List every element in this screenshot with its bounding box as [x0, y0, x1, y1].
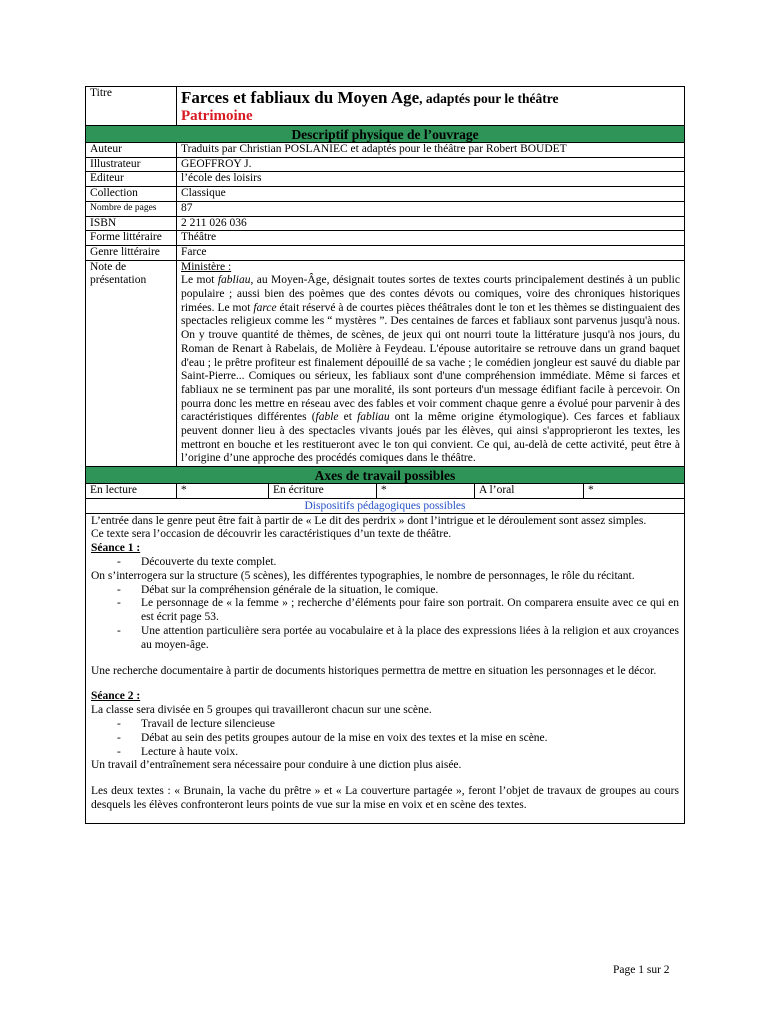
note-row — [86, 261, 684, 468]
field-value: l’école des loisirs — [181, 172, 262, 185]
field-value: 2 211 026 036 — [181, 216, 247, 229]
dispositifs-body — [86, 514, 684, 823]
axis-label-oral: A l’oral — [475, 484, 584, 498]
list-item: - Découverte du texte complet. — [117, 556, 277, 569]
intro-text: L’entrée dans le genre peut être fait à partir de « Le dit des perdrix » dont l’intrigue et le déroulement sont assez simples. — [91, 514, 647, 527]
field-label: Auteur — [86, 143, 177, 157]
seance-2-text: La classe sera divisée en 5 groupes qui travailleront chacun sur une scène. — [91, 704, 432, 717]
note-heading: Ministère : — [181, 260, 232, 273]
field-row-forme — [86, 231, 684, 246]
seance-2-text-2: Un travail d’entraînement sera nécessaire pour conduire à une diction plus aisée. — [91, 759, 462, 772]
dispositifs-heading: Dispositifs pédagogiques possibles — [86, 499, 684, 514]
list-item: - Travail de lecture silencieuse — [117, 718, 276, 731]
field-value: Classique — [181, 187, 226, 200]
field-row-editeur — [86, 172, 684, 187]
axis-mark-ecriture: * — [377, 484, 475, 498]
list-item: - Le personnage de « la femme » ; recherche d’éléments pour faire son portrait. On comparera ensuite avec ce qui en est écrit page 53. — [117, 597, 679, 624]
list-item: - Débat au sein des petits groupes autour de la mise en voix des textes et la mise en scène. — [117, 731, 548, 744]
list-item: - Lecture à haute voix. — [117, 745, 239, 758]
field-value: Théâtre — [181, 231, 217, 244]
book-sheet — [85, 86, 685, 824]
field-row-auteur — [86, 143, 684, 158]
field-row-illustrateur — [86, 158, 684, 173]
axis-label-lecture: En lecture — [86, 484, 177, 498]
seance-2-title: Séance 2 : — [91, 690, 141, 703]
title-row — [86, 87, 684, 126]
field-label: Illustrateur — [86, 158, 177, 172]
page-number: Page 1 sur 2 — [613, 964, 670, 976]
section-axes-heading: Axes de travail possibles — [86, 467, 684, 484]
field-label: Editeur — [86, 172, 177, 186]
intro-text-2: Ce texte sera l’occasion de découvrir les caractéristiques d’un texte de théâtre. — [91, 528, 452, 541]
axes-row — [86, 484, 684, 499]
book-title: Farces et fabliaux du Moyen Age — [181, 88, 420, 107]
note-value — [177, 261, 684, 467]
list-item: - Débat sur la compréhension générale de la situation, le comique. — [117, 583, 439, 596]
field-label: Nombre de pages — [86, 202, 177, 216]
field-row-pages — [86, 202, 684, 217]
seance-1-text: On s’interrogera sur la structure (5 scènes), les différentes typographies, le nombre de personnages, le rôle du récitant. — [91, 569, 635, 582]
section-descriptif-heading: Descriptif physique de l’ouvrage — [86, 126, 684, 143]
field-value: 87 — [181, 201, 193, 214]
seance-1-title: Séance 1 : — [91, 542, 141, 555]
final-text: Les deux textes : « Brunain, la vache du prêtre » et « La couverture partagée », feront l’objet de travaux de groupes au cours desquels les élèves confronteront leurs points de vue sur la mise en voix et en scène des textes. — [91, 785, 679, 812]
recherche-text: Une recherche documentaire à partir de documents historiques permettra de mettre en situation les personnages et le décor. — [91, 664, 657, 677]
book-category: Patrimoine — [181, 108, 253, 124]
field-label: Forme littéraire — [86, 231, 177, 245]
field-row-collection — [86, 187, 684, 202]
book-subtitle: , adaptés pour le théâtre — [419, 91, 559, 106]
axis-label-ecriture: En écriture — [269, 484, 377, 498]
list-item: - Une attention particulière sera portée au vocabulaire et à la place des expressions liées à la religion et aux croyances au moyen-âge. — [117, 625, 679, 651]
title-label: Titre — [86, 87, 177, 125]
field-label: Genre littéraire — [86, 246, 177, 260]
note-text: Le mot fabliau, au Moyen-Âge, désignait toutes sortes de textes courts principalement destinés à un public populaire ; aussi bien des poèmes que des contes dévots ou comiques, voire des chroniques historiques rimées. Le mot farce était réservé à de courtes pièces théâtrales dont le ton et les thèmes se distinguaient des spectacles religieux comme les “ mystères ”. Des centaines de farces et fabliaux sont parvenus jusqu'à nous. On y trouve quantité de thèmes, de scènes, de jeux qui ont nourri toute la littérature jusqu'à nos jours, du Roman de Renart à Rabelais, de Molière à Feydeau. L'épouse autoritaire se retrouve dans un grand baquet d'eau ; le prêtre profiteur est finalement dépouillé de sa vache ; le comédien jongleur est sauvé du diable par Saint-Pierre... Comiques ou sérieux, les fabliaux sont d'une compréhension immédiate. Même si farces et fabliaux ne se terminent pas par une moralité, ils sont porteurs d'un message édifiant facile à percevoir. On pourra donc les mettre en réseau avec des fables et voir comment chaque genre a évolué pour parvenir à des caractéristiques différentes (fable et fabliau ont la même origine étymologique). Ces farces et fabliaux peuvent donner lieu à des spectacles vivants joués par les élèves, qui ainsi s'approprieront les textes, les mettront en bouche et les restitueront avec le ton qui convient. Ce qui, au-delà de cette activité, peut être à l’origine d’une approche des procédés comiques dans le théâtre. — [181, 274, 680, 465]
field-value: GEOFFROY J. — [181, 157, 252, 170]
axis-mark-lecture: * — [177, 484, 269, 498]
title-value — [177, 87, 684, 125]
field-label: Collection — [86, 187, 177, 201]
note-label: Note de présentation — [86, 261, 177, 467]
axis-mark-oral: * — [588, 484, 594, 497]
field-label: ISBN — [86, 217, 177, 231]
field-row-isbn — [86, 217, 684, 232]
field-value: Farce — [181, 245, 207, 258]
field-value: Traduits par Christian POSLANIEC et adaptés pour le théâtre par Robert BOUDET — [181, 143, 567, 155]
field-row-genre — [86, 246, 684, 261]
